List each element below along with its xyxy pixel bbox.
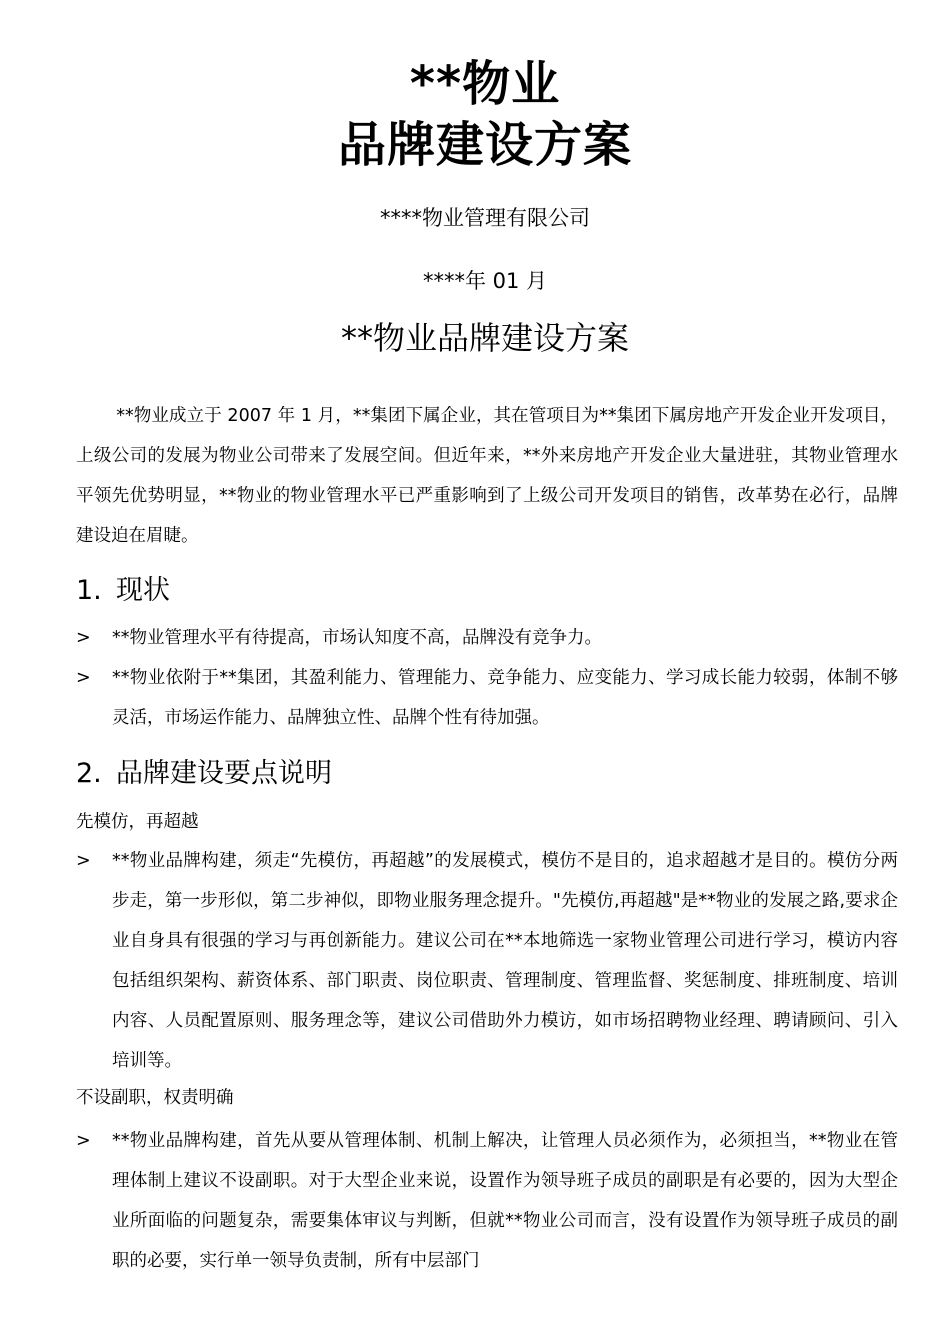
bullet-text: **物业品牌构建，首先从要从管理体制、机制上解决，让管理人员必须作为，必须担当，**物业在管理体制上建议不设副职。对于大型企业来说，设置作为领导班子成员的副职是有必要的，因为大型企业所面临的问题复杂，需要集体审议与判断，但就**物业公司而言，没有设置作为领导班子成员的副职的必要，实行单一领导负责制，所有中层部门	[112, 1131, 898, 1271]
section-title: 品牌建设要点说明	[116, 758, 332, 789]
bullet-marker: >	[76, 1131, 91, 1151]
document-title-line-2: 品牌建设方案	[337, 117, 632, 173]
bullet-marker: >	[76, 668, 91, 688]
subheading-no-deputy: 不设副职，权责明确	[76, 1088, 234, 1108]
bullet-item	[76, 1121, 898, 1281]
document-subtitle: **物业品牌建设方案	[340, 319, 629, 357]
intro-paragraph: **物业成立于 2007 年 1 月，**集团下属企业，其在管项目为**集团下属房地产开发企业开发项目，上级公司的发展为物业公司带来了发展空间。但近年来，**外来房地产开发企业大量进驻，其物业管理水平领先优势明显，**物业的物业管理水平已严重影响到了上级公司开发项目的销售，改革势在必行，品牌建设迫在眉睫。	[76, 406, 898, 546]
subheading-imitate-surpass: 先模仿，再超越	[76, 812, 199, 832]
section-title: 现状	[116, 575, 170, 606]
section-number: 2.	[76, 758, 102, 789]
section-number: 1.	[76, 575, 102, 606]
bullet-item	[76, 658, 898, 738]
bullet-text: **物业依附于**集团，其盈利能力、管理能力、竞争能力、应变能力、学习成长能力较弱，体制不够灵活，市场运作能力、品牌独立性、品牌个性有待加强。	[112, 668, 898, 728]
bullet-item	[76, 618, 898, 658]
bullet-text: **物业品牌构建，须走“先模仿，再超越”的发展模式，模仿不是目的，追求超越才是目的。模仿分两步走，第一步形似，第二步神似，即物业服务理念提升。"先模仿,再超越"是**物业的发展之路,要求企业自身具有很强的学习与再创新能力。建议公司在**本地筛选一家物业管理公司进行学习，模访内容包括组织架构、薪资体系、部门职责、岗位职责、管理制度、管理监督、奖惩制度、排班制度、培训内容、人员配置原则、服务理念等，建议公司借助外力模访，如市场招聘物业经理、聘请顾问、引入培训等。	[112, 851, 898, 1071]
bullet-marker: >	[76, 851, 91, 871]
document-date: ****年 01 月	[422, 269, 548, 293]
document-title-line-1: **物业	[409, 56, 561, 112]
bullet-marker: >	[76, 628, 91, 648]
bullet-item	[76, 841, 898, 1081]
section-heading-2	[76, 757, 332, 791]
bullet-text: **物业管理水平有待提高，市场认知度不高，品牌没有竞争力。	[112, 628, 602, 648]
section-heading-1	[76, 574, 170, 608]
company-name: ****物业管理有限公司	[380, 206, 590, 230]
